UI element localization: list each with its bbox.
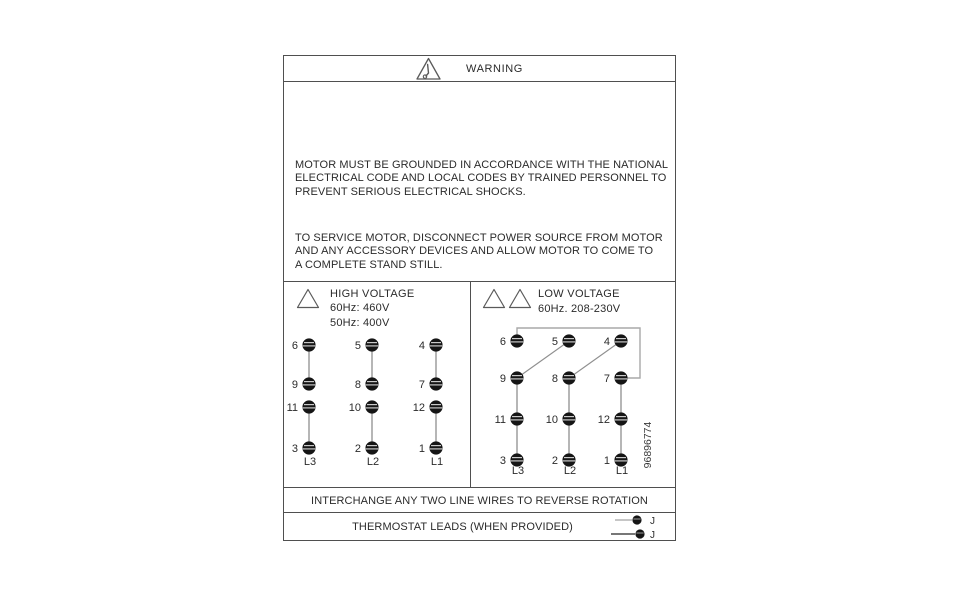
terminal-label: 5 bbox=[551, 336, 558, 348]
terminal-10 bbox=[365, 400, 378, 413]
terminal-7 bbox=[429, 377, 442, 390]
low-voltage-panel bbox=[471, 282, 675, 488]
grounding-notice bbox=[295, 159, 673, 199]
terminal-2 bbox=[365, 441, 378, 454]
line-label-l2: L2 bbox=[366, 456, 380, 468]
line-label-l1: L1 bbox=[615, 465, 629, 477]
terminal-6 bbox=[302, 338, 315, 351]
terminal-label: 7 bbox=[418, 379, 425, 391]
terminal-label: 11 bbox=[286, 402, 298, 414]
terminal-label: 9 bbox=[291, 379, 298, 391]
terminal-label: 7 bbox=[603, 373, 610, 385]
terminal-1 bbox=[429, 441, 442, 454]
notice-line: A COMPLETE STAND STILL. bbox=[295, 258, 443, 271]
terminal-label: 10 bbox=[545, 414, 558, 426]
high-voltage-wiring-diagram bbox=[284, 282, 471, 488]
lead-label: J bbox=[650, 530, 655, 541]
terminal-label: 4 bbox=[603, 336, 610, 348]
notice-line: ELECTRICAL CODE AND LOCAL CODES BY TRAINED PERSONNEL TO bbox=[295, 172, 667, 185]
terminal-5 bbox=[562, 334, 575, 347]
terminal-label: 2 bbox=[551, 455, 558, 467]
part-number: 96896774 bbox=[642, 421, 654, 469]
terminal-label: 5 bbox=[354, 340, 361, 352]
terminal-11 bbox=[510, 412, 523, 425]
high-voltage-panel bbox=[284, 282, 471, 488]
line-label-l1: L1 bbox=[430, 456, 444, 468]
terminal-label: 4 bbox=[418, 340, 425, 352]
terminal-label: 3 bbox=[499, 455, 506, 467]
terminal-label: 12 bbox=[597, 414, 610, 426]
thermostat-note: THERMOSTAT LEADS (WHEN PROVIDED) bbox=[352, 521, 573, 533]
terminal-label: 6 bbox=[499, 336, 506, 348]
terminal-3 bbox=[302, 441, 315, 454]
line-label-l3: L3 bbox=[303, 456, 317, 468]
low-voltage-title: LOW VOLTAGE bbox=[538, 288, 620, 300]
terminal-label: 6 bbox=[291, 340, 298, 352]
high-voltage-50hz: 50Hz: 400V bbox=[330, 317, 390, 329]
terminal-label: 11 bbox=[494, 414, 506, 426]
terminal-10 bbox=[562, 412, 575, 425]
lead-label: J bbox=[650, 516, 655, 527]
terminal-label: 3 bbox=[291, 443, 298, 455]
terminal-label: 1 bbox=[603, 455, 610, 467]
terminal-label: 9 bbox=[499, 373, 506, 385]
terminal-9 bbox=[510, 371, 523, 384]
low-voltage-wires bbox=[517, 328, 640, 460]
motor-warning-label bbox=[283, 55, 676, 541]
terminal-label: 12 bbox=[412, 402, 425, 414]
terminal-label: 8 bbox=[551, 373, 558, 385]
terminal-8 bbox=[562, 371, 575, 384]
interchange-note-row bbox=[284, 489, 675, 513]
terminal-11 bbox=[302, 400, 315, 413]
notice-line: AND ANY ACCESSORY DEVICES AND ALLOW MOTOR TO COME TO bbox=[295, 245, 654, 258]
terminal-8 bbox=[365, 377, 378, 390]
interchange-note: INTERCHANGE ANY TWO LINE WIRES TO REVERSE ROTATION bbox=[311, 494, 648, 507]
terminal-label: 8 bbox=[354, 379, 361, 391]
terminal-12 bbox=[614, 412, 627, 425]
thermostat-lead-symbols bbox=[610, 515, 675, 541]
low-voltage-wiring-diagram bbox=[471, 282, 675, 488]
high-voltage-title: HIGH VOLTAGE bbox=[330, 288, 415, 300]
line-label-l3: L3 bbox=[511, 465, 525, 477]
wiring-diagram-section bbox=[284, 282, 675, 488]
line-label-l2: L2 bbox=[563, 465, 577, 477]
low-voltage-60hz: 60Hz. 208-230V bbox=[538, 303, 621, 315]
lead-terminal bbox=[635, 529, 644, 538]
notice-text-section bbox=[284, 83, 675, 282]
notice-line: MOTOR MUST BE GROUNDED IN ACCORDANCE WITH THE NATIONAL bbox=[295, 159, 669, 171]
high-voltage-wires bbox=[309, 345, 436, 448]
warning-title: WARNING bbox=[466, 63, 523, 75]
high-voltage-60hz: 60Hz: 460V bbox=[330, 302, 390, 314]
terminal-4 bbox=[429, 338, 442, 351]
notice-line: PREVENT SERIOUS ELECTRICAL SHOCKS. bbox=[295, 185, 526, 198]
warning-header bbox=[284, 56, 675, 82]
terminal-label: 10 bbox=[348, 402, 361, 414]
terminal-5 bbox=[365, 338, 378, 351]
terminal-6 bbox=[510, 334, 523, 347]
terminal-7 bbox=[614, 371, 627, 384]
terminal-label: 1 bbox=[418, 443, 425, 455]
terminal-9 bbox=[302, 377, 315, 390]
notice-line: TO SERVICE MOTOR, DISCONNECT POWER SOURCE FROM MOTOR bbox=[295, 232, 663, 244]
terminal-label: 2 bbox=[354, 443, 361, 455]
terminal-4 bbox=[614, 334, 627, 347]
service-notice bbox=[295, 232, 673, 272]
terminal-12 bbox=[429, 400, 442, 413]
warning-triangle-icon bbox=[415, 57, 442, 81]
lead-terminal bbox=[632, 515, 641, 524]
